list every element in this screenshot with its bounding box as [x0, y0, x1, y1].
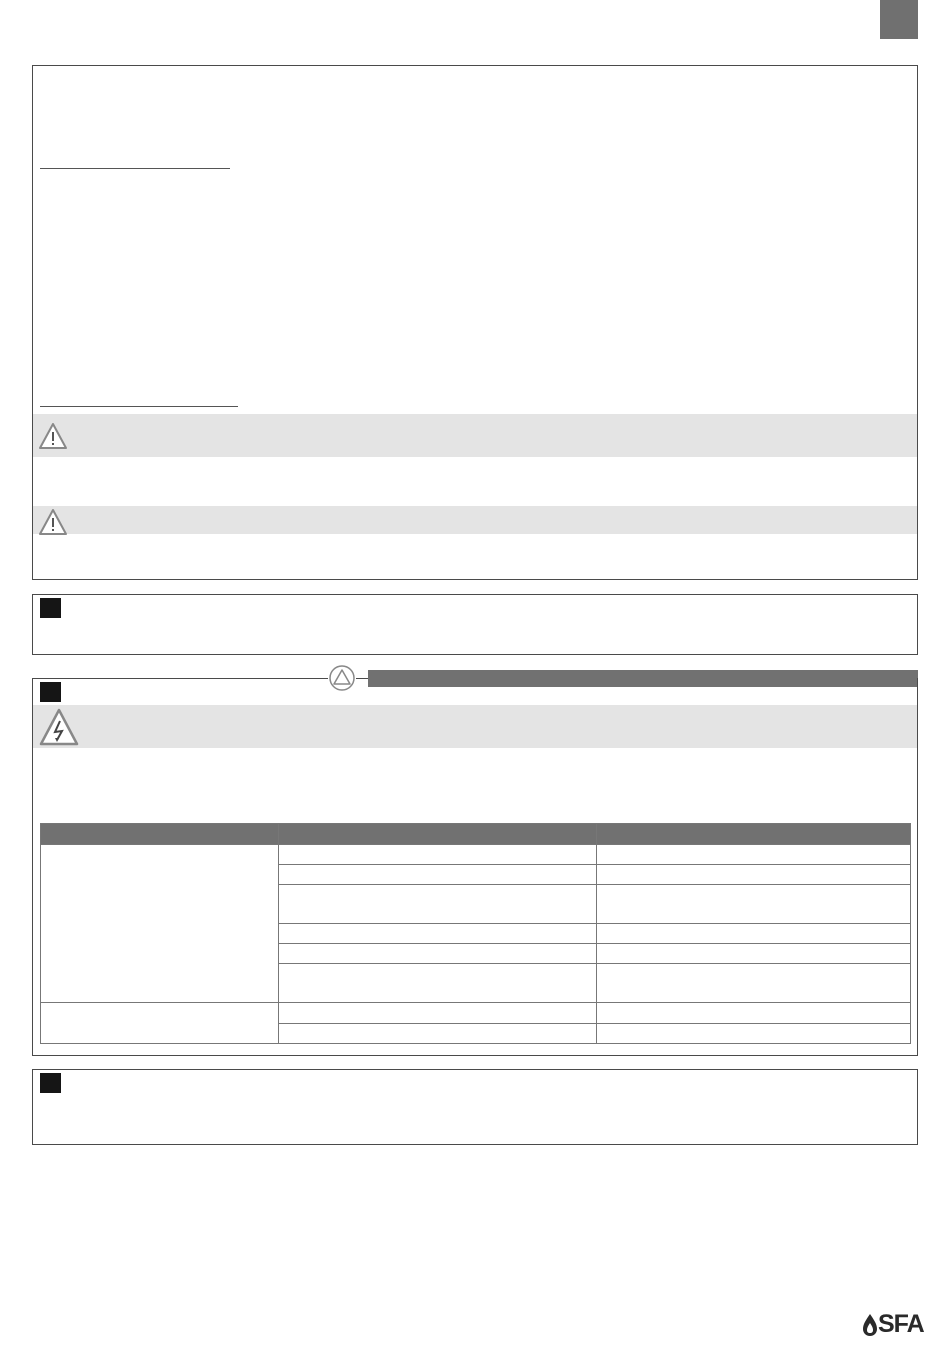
warning-triangle-icon — [38, 508, 68, 536]
section-marker-square — [40, 682, 61, 702]
electrical-hazard-icon — [38, 707, 80, 747]
logo-text: SFA — [878, 1310, 924, 1338]
table-group-cell — [41, 845, 279, 1003]
warning-note-band-2 — [33, 506, 917, 534]
electrical-warning-band — [33, 705, 917, 748]
table-row — [41, 1003, 911, 1024]
subheading-underline-2 — [40, 406, 238, 407]
warning-note-band-1 — [33, 414, 917, 457]
section-marker-square — [40, 1073, 61, 1093]
table-header-cell — [41, 824, 279, 845]
frame-top-edge — [32, 678, 328, 679]
warning-triangle-icon — [38, 421, 68, 451]
info-section-frame — [32, 65, 918, 580]
spec-table — [40, 823, 910, 1043]
logo — [862, 1310, 934, 1340]
page-tab — [880, 0, 918, 39]
table-header-cell — [597, 824, 911, 845]
table-group-cell — [41, 1003, 279, 1044]
section-marker-square — [40, 598, 61, 618]
subheading-underline-1 — [40, 168, 230, 169]
table-row — [41, 845, 911, 865]
note-section-frame — [32, 594, 918, 655]
frame-top-edge — [356, 678, 368, 679]
table-header-cell — [279, 824, 597, 845]
bottom-section-frame — [32, 1069, 918, 1145]
